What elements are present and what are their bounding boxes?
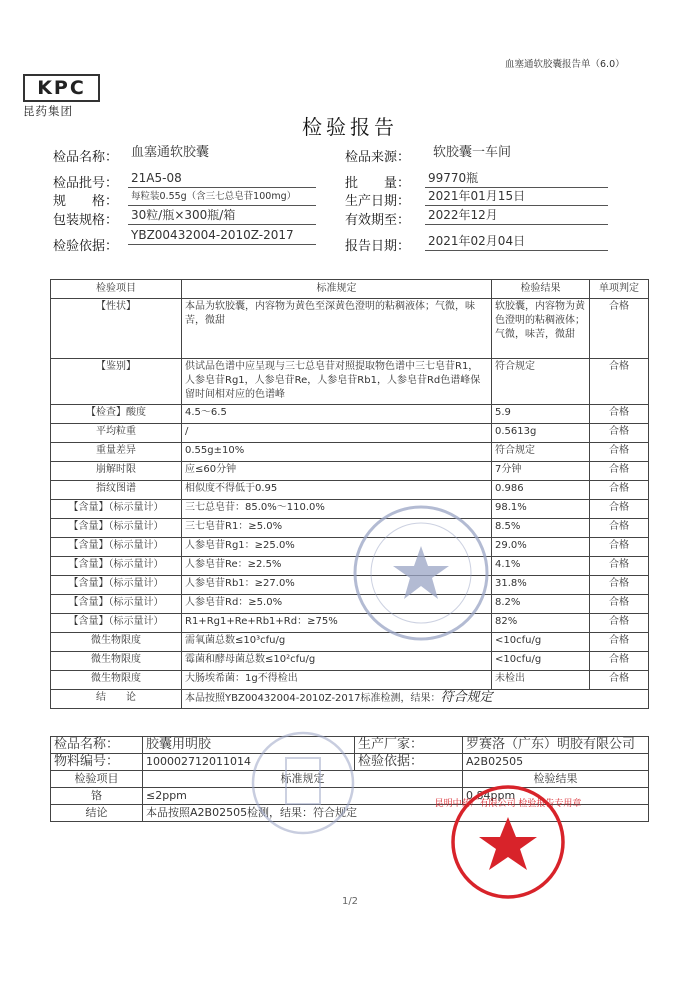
form-number: 血塞通软胶囊报告单（6.0） <box>505 59 625 70</box>
row-item: 【含量】（标示量计） <box>51 557 182 576</box>
row-standard: R1+Rg1+Re+Rb1+Rd：≥75% <box>182 614 492 633</box>
row-verdict: 合格 <box>590 359 649 405</box>
pack-value: 30粒/瓶×300瓶/箱 <box>128 207 316 225</box>
material-col-result: 检验结果 <box>463 771 649 788</box>
row-standard: 供试品色谱中应呈现与三七总皂苷对照提取物色谱中三七皂苷R1，人参皂苷Rg1，人参皂苷Re，人参皂苷Rb1，人参皂苷Rd色谱峰保留时间相对应的色谱峰 <box>182 359 492 405</box>
basis-value: YBZ00432004-2010Z-2017 <box>128 227 316 245</box>
row-result: 未检出 <box>492 671 590 690</box>
row-item: 【含量】（标示量计） <box>51 538 182 557</box>
row-verdict: 合格 <box>590 519 649 538</box>
row-item: 微生物限度 <box>51 633 182 652</box>
expiry-label: 有效期至： <box>345 213 411 228</box>
row-verdict: 合格 <box>590 633 649 652</box>
col-header-verdict: 单项判定 <box>590 280 649 299</box>
row-verdict: 合格 <box>590 424 649 443</box>
material-col-standard: 标准规定 <box>143 771 463 788</box>
table-row <box>51 462 649 481</box>
row-item: 崩解时限 <box>51 462 182 481</box>
col-header-standard: 标准规定 <box>182 280 492 299</box>
row-standard: 大肠埃希菌：1g不得检出 <box>182 671 492 690</box>
table-row <box>51 424 649 443</box>
row-standard: 人参皂苷Re：≥2.5% <box>182 557 492 576</box>
pack-label: 包装规格： <box>53 213 119 228</box>
row-verdict: 合格 <box>590 500 649 519</box>
basis-label: 检验依据： <box>53 239 119 254</box>
row-standard: / <box>182 424 492 443</box>
row-item: 【含量】（标示量计） <box>51 500 182 519</box>
red-stamp-text: 昆明中药厂有限公司 检验报告专用章 <box>434 799 582 809</box>
row-verdict: 合格 <box>590 614 649 633</box>
row-result: <10cfu/g <box>492 652 590 671</box>
row-standard: 4.5～6.5 <box>182 405 492 424</box>
expiry-value: 2022年12月 <box>425 207 608 225</box>
material-col-item: 检验项目 <box>51 771 143 788</box>
batch-value: 21A5-08 <box>128 170 316 188</box>
row-verdict: 合格 <box>590 576 649 595</box>
material-row-standard: ≤2ppm <box>143 788 463 805</box>
table-row <box>51 405 649 424</box>
material-code-label: 物料编号： <box>51 754 143 771</box>
row-result: 0.5613g <box>492 424 590 443</box>
material-code-value: 100002712011014 <box>143 754 355 771</box>
row-item: 微生物限度 <box>51 652 182 671</box>
row-standard: 本品为软胶囊，内容物为黄色至深黄色澄明的粘稠液体；气微，味苦，微甜 <box>182 299 492 359</box>
row-standard: 人参皂苷Rd：≥5.0% <box>182 595 492 614</box>
table-row <box>51 299 649 359</box>
row-item: 【含量】（标示量计） <box>51 595 182 614</box>
table-row <box>51 652 649 671</box>
row-verdict: 合格 <box>590 299 649 359</box>
row-standard: 人参皂苷Rg1：≥25.0% <box>182 538 492 557</box>
row-verdict: 合格 <box>590 671 649 690</box>
table-row <box>51 359 649 405</box>
row-result: 符合规定 <box>492 443 590 462</box>
material-basis-label: 检验依据： <box>355 754 463 771</box>
material-concl-label: 结论 <box>51 805 143 822</box>
row-result: 82% <box>492 614 590 633</box>
row-result: 7分钟 <box>492 462 590 481</box>
maker-label: 生产厂家： <box>355 737 463 754</box>
row-verdict: 合格 <box>590 462 649 481</box>
row-verdict: 合格 <box>590 595 649 614</box>
product-name-label: 检品名称： <box>53 150 119 165</box>
qty-label: 批 量： <box>345 176 411 191</box>
row-result: 0.986 <box>492 481 590 500</box>
logo-company: 昆药集团 <box>23 104 73 118</box>
spec-label: 规 格： <box>53 194 119 209</box>
row-verdict: 合格 <box>590 481 649 500</box>
report-date-value: 2021年02月04日 <box>425 233 608 251</box>
row-result: 4.1% <box>492 557 590 576</box>
material-name-label: 检品名称： <box>51 737 143 754</box>
faint-company-stamp <box>248 728 358 838</box>
conclusion-label: 结 论 <box>51 690 182 709</box>
qty-value: 99770瓶 <box>425 170 608 188</box>
row-item: 【含量】（标示量计） <box>51 576 182 595</box>
row-result: 软胶囊，内容物为黄色澄明的粘稠液体；气微，味苦，微甜 <box>492 299 590 359</box>
inspection-report-red-stamp <box>434 782 582 902</box>
row-verdict: 合格 <box>590 652 649 671</box>
page-title: 检验报告 <box>302 115 398 139</box>
row-result: 8.5% <box>492 519 590 538</box>
row-verdict: 合格 <box>590 538 649 557</box>
row-standard: 相似度不得低于0.95 <box>182 481 492 500</box>
row-result: <10cfu/g <box>492 633 590 652</box>
logo-mark: KPC <box>23 74 100 102</box>
report-date-label: 报告日期： <box>345 239 411 254</box>
material-row-item: 铬 <box>51 788 143 805</box>
row-standard: 三七皂苷R1：≥5.0% <box>182 519 492 538</box>
row-standard: 三七总皂苷：85.0%～110.0% <box>182 500 492 519</box>
row-item: 【检查】酸度 <box>51 405 182 424</box>
table-row <box>51 671 649 690</box>
material-name-value: 胶囊用明胶 <box>143 737 355 754</box>
row-item: 重量差异 <box>51 443 182 462</box>
conclusion-text: 本品按照YBZ00432004-2010Z-2017标准检测，结果： <box>185 693 441 704</box>
row-standard: 需氧菌总数≤10³cfu/g <box>182 633 492 652</box>
row-item: 【鉴别】 <box>51 359 182 405</box>
material-row-result: 0.84ppm <box>463 788 649 805</box>
material-concl-value: 本品按照A2B02505检测，结果：符合规定 <box>143 805 649 822</box>
row-result: 5.9 <box>492 405 590 424</box>
row-standard: 0.55g±10% <box>182 443 492 462</box>
row-standard: 人参皂苷Rb1：≥27.0% <box>182 576 492 595</box>
spec-value: 每粒装0.55g（含三七总皂苷100mg） <box>128 188 316 206</box>
table-header-row <box>51 280 649 299</box>
row-item: 【含量】（标示量计） <box>51 519 182 538</box>
product-name-value: 血塞通软胶囊 <box>131 145 210 160</box>
page-number: 1/2 <box>341 896 359 907</box>
row-item: 【含量】（标示量计） <box>51 614 182 633</box>
row-standard: 应≤60分钟 <box>182 462 492 481</box>
row-standard: 霉菌和酵母菌总数≤10²cfu/g <box>182 652 492 671</box>
table-row <box>51 481 649 500</box>
batch-label: 检品批号： <box>53 176 119 191</box>
row-result: 符合规定 <box>492 359 590 405</box>
table-row <box>51 443 649 462</box>
row-verdict: 合格 <box>590 405 649 424</box>
row-result: 29.0% <box>492 538 590 557</box>
col-header-item: 检验项目 <box>51 280 182 299</box>
conclusion-cell <box>182 690 649 709</box>
prod-date-label: 生产日期： <box>345 194 411 209</box>
source-label: 检品来源： <box>345 150 411 165</box>
row-item: 平均粒重 <box>51 424 182 443</box>
row-result: 8.2% <box>492 595 590 614</box>
row-item: 指纹图谱 <box>51 481 182 500</box>
row-item: 【性状】 <box>51 299 182 359</box>
maker-value: 罗赛洛（广东）明胶有限公司 <box>463 737 649 754</box>
row-result: 31.8% <box>492 576 590 595</box>
material-basis-value: A2B02505 <box>463 754 649 771</box>
col-header-result: 检验结果 <box>492 280 590 299</box>
prod-date-value: 2021年01月15日 <box>425 188 608 206</box>
qc-department-stamp <box>346 498 496 648</box>
source-value: 软胶囊一车间 <box>433 145 512 160</box>
conclusion-row <box>51 690 649 709</box>
row-item: 微生物限度 <box>51 671 182 690</box>
row-verdict: 合格 <box>590 443 649 462</box>
row-result: 98.1% <box>492 500 590 519</box>
row-verdict: 合格 <box>590 557 649 576</box>
conclusion-signature: 符合规定 <box>440 690 493 705</box>
